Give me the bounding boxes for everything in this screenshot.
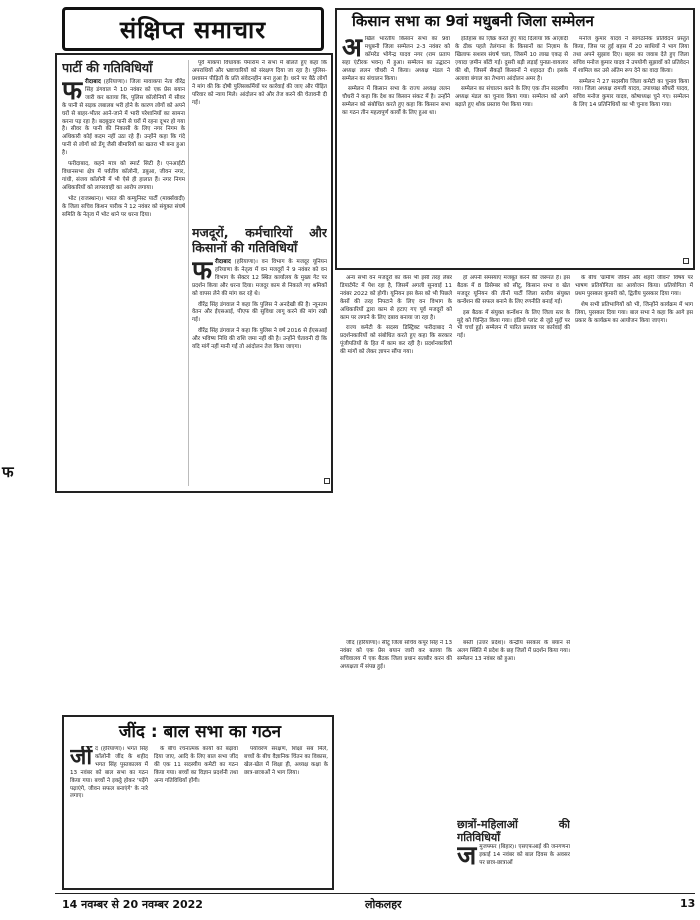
bal-dropcap: जीं	[70, 746, 93, 770]
students-heading: छात्रों-महिलाओं की गतिविधियाँ	[457, 818, 570, 844]
party-body-3: पूर्व माकपा विधायक पेमाराम ने सभा में बोलते हुए कहा कि अपराधियों और भ्रष्टाचारियों को संरक्षण दिया जा रहा है। पुलिस-प्रशासन पीड़ितों के प्रति संवेदनहीन बना हुआ है। धरने पर बैठे लोगों ने मांग की कि दोषी पुलिसकर्मियों पर कार्रवाई की जाए और पीड़ित परिवार को न्याय मिले। आंदोलन को और तेज करने की चेतावनी दी गई।	[192, 60, 327, 106]
party-column	[62, 60, 185, 483]
workers-dateline: रीदाबाद	[215, 259, 231, 265]
bal-col1-text: द (हरियाणा)। भगत सिंह कॉलोनी जींद के शहीद भगत सिंह पुस्तकालय में 13 नवंबर को बाल सभा का गठन किया गया। बच्चों ने इकट्ठे होकर 'पढ़ेंगे पढ़ाएंगे, जीवन सफल बनाएंगे' के नारे लगाए।	[70, 746, 148, 800]
footer-page-number: 13	[680, 897, 696, 910]
middle-col3-text: के बीच 'ग्रामीण जीवन और शहरी जीवन' विषय पर भाषण प्रतियोगिता का आयोजन किया। प्रतियोगिता में प्रथम पुरस्कार कुमारी को, द्वितीय पुरस्कार दिया गया।	[575, 275, 693, 297]
workers-body-3: वीरेंद्र सिंह डंगवाल ने कहा कि पुलिस ने वर्ष 2016 से ईएसआई और भविष्य निधि की राशि जमा नहीं की है। उन्होंने चेतावनी दी कि यदि मांगें नहीं मानी गईं तो आंदोलन तेज किया जाएगा।	[192, 328, 327, 351]
kisan-col-3	[573, 36, 689, 264]
kisan-col-1	[342, 36, 450, 264]
party-body-1: (हरियाणा)। जिला मावाकपा नेता वीरेंद्र सिंह डंगवाल ने 10 नवंबर को एक प्रेस बयान जारी कर बताया कि, पुलिस कॉलोनियों में सीवर के पानी से सड़क लबालब भरी होने के कारण लोगों को अपने घरों से बाहर-भीतर आने-जाने में भारी परेशानियों का सामना करना पड़ रहा है। बदबूदार पानी से घरों में रहना दूभर हो गया है। सीवर के पानी की निकासी के लिए नगर निगम के अधिकारी कोई कदम नहीं उठा रहे हैं। उन्होंने कहा कि गंदे पानी से लोगों को डेंगू जैसी बीमारियों का खतरा भी बना हुआ है।	[62, 79, 185, 157]
basti-text: बस्ती (उत्तर प्रदेश)। केन्द्रीय सरकार के बयान से अलग स्थिति में प्रदेश के छह जिलों में प्रदर्शन किया गया। सम्मेलन 13 नवंबर को हुआ।	[457, 640, 570, 662]
kisan-col-2	[455, 36, 568, 264]
kisan-col1-text: खिल भारतीय किसान सभा का 9वां मधुबनी जिला सम्मेलन 2-3 नवंबर को कॉमरेड भोगेन्द्र यादव नगर (राम प्रताप सहा एंटीरक भवन) में हुआ। सम्मेलन का उद्घाटन अध्यक्ष ललन चौधरी ने किया। अध्यक्ष मंडल ने सम्मेलन का संचालन किया।	[342, 36, 450, 82]
kisan-col2-text: इतिहास का ज़िक्र करते हुए याद दिलाया कि आज़ादी के ठीक पहले तेलंगाना के किसानों का निज़ाम के खिलाफ सशस्त्र संघर्ष चला, जिसमें 10 लाख एकड़ से ज़्यादा ज़मीन बाँटी गई। दुसरी बड़ी लड़ाई पुनप्रा-वायलार की थी, जिसमें सैकड़ों किसानों ने शहादत दी। इसके अलावा बंगाल का तेभागा आंदोलन अमर है।	[455, 36, 568, 82]
workers-body-1: (हरियाणा)। वन विभाग के मजदूर यूनियन हरियाणा के नेतृत्व में वन मजदूरों ने 9 नवंबर को वन विभाग के सेक्टर 12 स्थित कार्यालय के मुख्य गेट पर प्रदर्शन किया और धरना दिया। मजदूर काम से निकाले गए श्रमिकों को वापस लेने की मांग कर रहे थे।	[192, 259, 327, 297]
bal-col-3	[244, 746, 328, 884]
students-block	[457, 818, 570, 890]
workers-body-2: वीरेंद्र सिंह डंगवाल ने कहा कि पुलिस ने अनदेखी की है। न्यूनतम वेतन और ईएसआई, पीएफ की सुविधा लागू करने की मांग रखी गई।	[192, 301, 327, 324]
middle-col-3	[575, 275, 693, 885]
kisan-col2b-text: सम्मेलन का संचालन करने के लिए एक तीन सदस्यीय अध्यक्ष मंडल का चुनाव किया गया। सम्मेलन को आगे बढ़ाते हुए शोक प्रस्ताव पेश किया गया।	[455, 86, 568, 109]
bal-sabha-title: जींद : बाल सभा का गठन	[118, 722, 282, 742]
students-text: मुजफ्फर (बिहार)। एसएफआई की जनगणना इकाई 14 नवंबर को बाल दिवस के अवसर पर छात्र-छात्राओं	[479, 844, 570, 866]
kisan-dropcap: अ	[342, 36, 362, 63]
banner-title: संक्षिप्त समाचार	[119, 15, 267, 44]
side-glyph: फ	[2, 463, 14, 481]
party-body-4: भोट (राजस्थान)। भारत की कम्युनिस्ट पार्टी (मार्क्सवादी) के जिला सचिव किशन पारीक ने 12 नवंबर को संयुक्त संघर्ष समिति के नेतृत्व में भोट थाने पर धरना दिया।	[62, 195, 185, 218]
middle-col2b-text: इस बैठक में संयुक्त कन्वेंशन के लिए जिला स्तर के मुद्दे को चिन्हित किया गया। इंडिगो प्लांट से जुड़े मुद्दों पर भी चर्चा हुई। सम्मेलन में पारित प्रस्ताव पर कार्रवाई की गई।	[457, 309, 570, 340]
party-dateline: रीदाबाद	[85, 79, 101, 85]
kisan-col3-text: मनोज कुमार यादव ने सांगठनिक प्रतिवेदन प्रस्तुत किया, जिस पर हुई बहस में 20 साथियों ने भाग लिया तथा अपने सुझाव दिए। बहस का जवाब देते हुए जिला सचिव मनोज कुमार यादव ने उपयोगी सुझावों को प्रतिवेदन में शामिल कर उसे अंतिम रूप देने का वादा किया।	[573, 36, 689, 74]
workers-heading: मजदूरों, कर्मचारियों और किसानों की गतिविधियाँ	[192, 225, 327, 255]
basti-report	[457, 640, 570, 810]
workers-column	[192, 225, 327, 485]
party-heading: पार्टी की गतिविधियाँ	[62, 60, 153, 75]
end-square	[324, 478, 330, 484]
middle-col-1	[340, 275, 452, 631]
party-body-2: फरीदाबाद, कहने मात्र को स्मार्ट सिटी है। एनआईटी विधानसभा क्षेत्र में पर्वतीय कॉलोनी, डबुआ, जीवन नगर, गांधी, संजय कॉलोनी में भी ऐसे ही हालात हैं। नगर निगम अधिकारियों को लापरवाही का आरोप लगाया।	[62, 161, 185, 191]
party-dropcap: फ	[62, 76, 83, 106]
kisan-col3b-text: सम्मेलन ने 27 सदस्यीय जिला कमेटी का चुनाव किया गया। जिला अध्यक्ष रामजी यादव, उपाध्यक्ष सौधरी यादव, सचिव मनोज कुमार यादव, कोषाध्यक्ष चुने गए। सम्मेलन के लिए 14 प्रतिनिधियों का भी चुनाव किया गया।	[573, 78, 689, 109]
end-square	[683, 258, 689, 264]
middle-col1-text: अन्य सभी वन मजदूरों का केस भी इसी तरह लेबर डिपार्टमेंट में पेश रहा है, जिसमें अगली सुनवाई 11 नवंबर 2022 को होगी। यूनियन इस केस को भी पिछले केसों की तरह निपटाने के लिए वन विभाग के अधिकारियों द्वारा काम से हटाए गए पूर्व मजदूरों को काम पर लगाने के लिए दबाव बनाया जा रहा है।	[340, 275, 452, 321]
footer-publication: लोकलहर	[365, 898, 402, 911]
party-column-right	[192, 60, 327, 220]
bal-col3-text: पर्यावरण संरक्षण, शिक्षा सब मिलें, बच्चों के बीच वैज्ञानिक चिंतन का विकास, खेल-खेल में शिक्षा ही, अध्यक्ष कक्षा के छात्र-छात्राओं ने भाग लिया।	[244, 746, 328, 776]
workers-dropcap: फ	[192, 256, 213, 286]
section-banner	[62, 7, 324, 51]
middle-col2-text: हाँ अपनी समस्याएं मजबूत करने की जरूरत है। इस बैठक में 8 डिसेम्बर को सीटू, किसान सभा व खेत मजदूर यूनियन की तीनों पार्टी जिला स्तरीय संयुक्त कन्वेंशन की सफल बनाने के लिए रणनीति बनाई गई।	[457, 275, 570, 305]
jind-report	[340, 640, 452, 880]
middle-col-2	[457, 275, 570, 631]
jind-text: जींद (हरियाणा)। सीटू जिला सचिव कपूर सिंह ने 13 नवंबर को एक प्रेस बयान जारी कर बताया कि सचिवालय में एक बैठक जिला प्रधान सतबीर करन की अध्यक्षता में संपन्न हुई।	[340, 640, 452, 670]
kisan-title: किसान सभा का 9वां मधुबनी जिला सम्मेलन	[352, 12, 594, 30]
bal-col-2	[154, 746, 238, 884]
students-dropcap: ज	[457, 841, 477, 871]
kisan-col1b-text: सम्मेलन में किसान सभा के राज्य अध्यक्ष ललन चौधरी ने कहा कि देश का किसान संकट में है। उन्होंने सम्मेलन को संबोधित करते हुए कहा कि किसान सभा का गठन तीन महत्वपूर्ण कार्यों के लिए हुआ था।	[342, 86, 450, 117]
bal-col-1	[70, 746, 148, 884]
bal-col2-text: के बीच रचनात्मक कार्यों को बढ़ावा दिया जाए, आदि के लिए बाल सभा जींद की एक 11 सदस्यीय कमेटी का गठन किया गया। बच्चों का विज्ञान प्रदर्शनी तथा अन्य गतिविधियाँ होंगी।	[154, 746, 238, 784]
middle-col3b-text: शेष सभी प्रतिभागियों को भी, जिन्होंने कार्यक्रम में भाग लिया, पुरस्कार दिया गया। बाल सभा ने कहा कि आगे इस प्रकार के कार्यक्रम का आयोजन किया जाएगा।	[575, 301, 693, 324]
middle-col1b-text: राज्य कमेटी के सदस्य डिस्ट्रिक्ट फरीदाबाद ने प्रदर्शनकारियों को संबोधित करते हुए कहा कि सरकार पूंजीपतियों के हित में काम कर रही है। प्रदर्शनकारियों की मांगों को लेकर ज्ञापन सौंपा गया।	[340, 325, 452, 356]
footer-date: 14 नवम्बर से 20 नवम्बर 2022	[62, 898, 203, 911]
